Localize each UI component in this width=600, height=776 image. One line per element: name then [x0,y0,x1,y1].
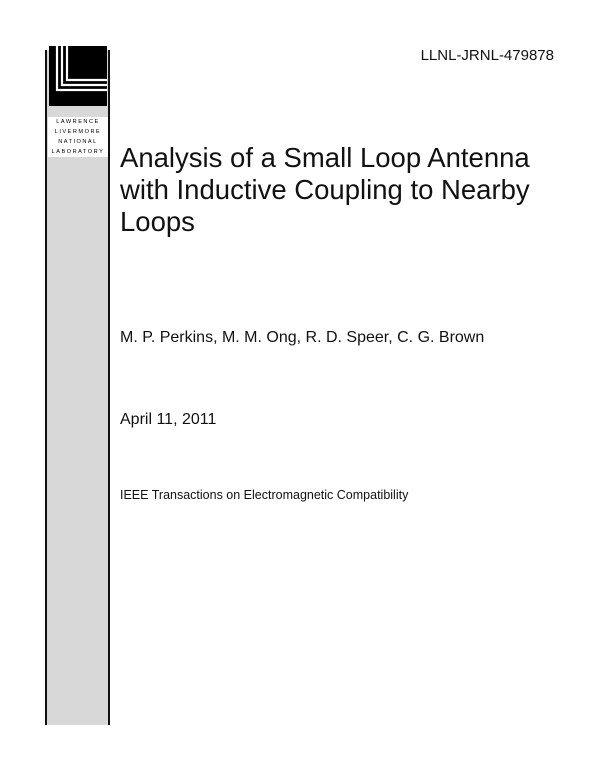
lab-name [48,117,108,157]
sidebar-border-left [45,50,47,725]
lab-name-line: LABORATORY [51,149,105,155]
document-authors: M. P. Perkins, M. M. Ong, R. D. Speer, C. G. Brown [120,329,485,346]
document-title: Analysis of a Small Loop Antenna with Inductive Coupling to Nearby Loops [120,142,530,237]
lab-name-line: LAWRENCE [56,119,100,125]
lab-name-line: LIVERMORE [54,129,102,135]
document-date: April 11, 2011 [120,411,217,428]
lab-name-line: NATIONAL [58,139,98,145]
report-id: LLNL-JRNL-479878 [420,47,554,64]
llnl-logo-icon [49,46,107,106]
document-journal: IEEE Transactions on Electromagnetic Compatibility [120,488,409,502]
sidebar-border-right [108,50,110,725]
